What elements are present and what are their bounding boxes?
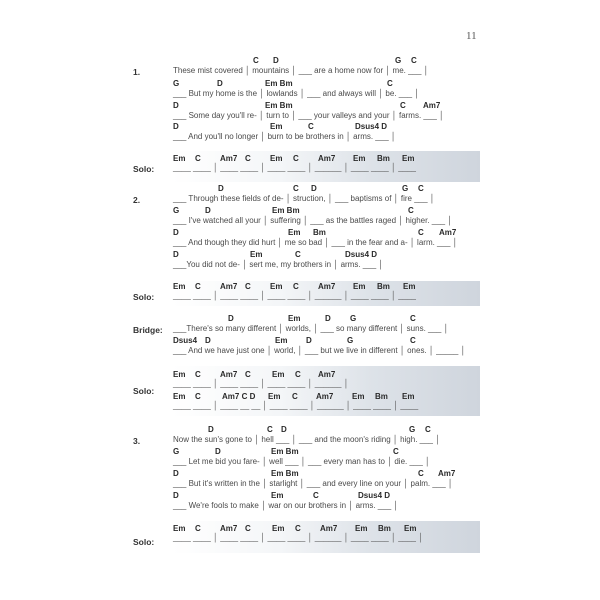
lyric-line: ___ But my home is the │ lowlands │ ___ and always will │ be. ___ │: [173, 89, 420, 98]
chord-symbol: Am7: [318, 282, 336, 291]
chord-symbol: G: [402, 184, 409, 193]
page-number: 11: [466, 30, 477, 42]
chord-symbol: Bm: [377, 154, 390, 163]
chord-symbol: Em: [173, 282, 186, 291]
chord-symbol: Em: [288, 314, 301, 323]
chord-symbol: G: [409, 425, 416, 434]
chord-symbol: Em Bm: [272, 206, 300, 215]
chord-symbol: Em: [403, 282, 416, 291]
chord-symbol: D: [173, 491, 179, 500]
solo-bar-line: ____ ____ │ ____ ____ │ ____ ____ │ ______ │ ____ ____ │ ____ │: [173, 533, 424, 542]
chord-symbol: C: [425, 425, 431, 434]
chord-symbol: C: [195, 524, 201, 533]
chord-symbol: G: [173, 206, 180, 215]
chord-symbol: G: [173, 447, 180, 456]
chord-symbol: C: [195, 370, 201, 379]
chord-symbol: Dsus4: [173, 336, 198, 345]
chord-symbol: Am7: [439, 228, 457, 237]
chord-symbol: D: [273, 56, 279, 65]
chord-symbol: C: [295, 524, 301, 533]
chord-symbol: D: [311, 184, 317, 193]
chord-symbol: Em: [404, 524, 417, 533]
chord-symbol: D: [306, 336, 312, 345]
chord-symbol: Am7: [220, 282, 238, 291]
chord-symbol: Em: [353, 282, 366, 291]
lyric-line: ___ Some day you'll re- │ turn to │ ___ your valleys and your │ farms. ___ │: [173, 111, 444, 120]
chord-symbol: Em: [250, 250, 263, 259]
chord-symbol: C: [408, 206, 414, 215]
lyric-line: ___There's so many different │ worlds, │ ___ so many different │ suns. ___ │: [173, 324, 449, 333]
chord-symbol: C: [267, 425, 273, 434]
lyric-line: ___You did not de- │ sert me, my brothers in │ arms. ___ │: [173, 260, 384, 269]
chord-symbol: Em Bm: [271, 469, 299, 478]
solo-label: Solo:: [133, 164, 155, 174]
chord-symbol: Em Bm: [265, 101, 293, 110]
chord-symbol: D: [215, 447, 221, 456]
chord-symbol: C: [410, 314, 416, 323]
lyric-line: ___ We're fools to make │ war on our brothers in │ arms. ___ │: [173, 501, 399, 510]
chord-symbol: Am7: [220, 154, 238, 163]
chord-symbol: D: [173, 101, 179, 110]
chord-symbol: C: [418, 184, 424, 193]
chord-symbol: D: [218, 184, 224, 193]
chord-symbol: C: [410, 336, 416, 345]
lyric-line: ___ And you'll no longer │ burn to be brothers in │ arms. ___ │: [173, 132, 396, 141]
solo-label: Solo:: [133, 537, 155, 547]
chord-symbol: Am7: [220, 524, 238, 533]
chord-symbol: Em: [270, 122, 283, 131]
chord-symbol: C: [245, 524, 251, 533]
chord-symbol: Am7: [320, 524, 338, 533]
chord-symbol: C: [195, 392, 201, 401]
bridge-label: Bridge:: [133, 325, 163, 335]
chord-symbol: Em: [270, 154, 283, 163]
chord-symbol: C: [253, 56, 259, 65]
chord-symbol: Em: [173, 392, 186, 401]
chord-symbol: Bm: [378, 524, 391, 533]
solo-bar-line: ____ ____ │ ____ ____ │ ____ ____ │ ______ │ ____ ____ │ ____: [173, 291, 416, 300]
chord-symbol: Em: [272, 524, 285, 533]
chord-symbol: Em: [352, 392, 365, 401]
chord-symbol: D: [173, 469, 179, 478]
chord-symbol: C: [313, 491, 319, 500]
chord-symbol: C: [418, 469, 424, 478]
solo-bar-line: ____ ____ │ ____ __ __ │ ____ ____ │ ______ │ ____ ____ │ ____: [173, 401, 419, 410]
chord-symbol: D: [173, 250, 179, 259]
chord-symbol: Em: [173, 524, 186, 533]
lyric-line: ___ But it's written in the │ starlight │ ___ and every line on your │ palm. ___ │: [173, 479, 453, 488]
chord-symbol: C: [400, 101, 406, 110]
lyric-line: ___ And we have just one │ world, │ ___ but we live in different │ ones. │ _____ │: [173, 346, 466, 355]
lyric-line: These mist covered │ mountains │ ___ are a home now for │ me. ___ │: [173, 66, 429, 75]
chord-symbol: Em: [355, 524, 368, 533]
chord-symbol: Bm: [375, 392, 388, 401]
chord-symbol: G: [395, 56, 402, 65]
chord-symbol: C: [393, 447, 399, 456]
chord-symbol: Em: [173, 154, 186, 163]
chord-symbol: C: [195, 282, 201, 291]
chord-symbol: G: [347, 336, 354, 345]
chord-symbol: C: [387, 79, 393, 88]
chord-symbol: Em: [402, 392, 415, 401]
chord-symbol: D: [325, 314, 331, 323]
chord-symbol: C: [293, 184, 299, 193]
chord-symbol: C: [245, 282, 251, 291]
chord-symbol: Em Bm: [271, 447, 299, 456]
chord-symbol: C: [293, 282, 299, 291]
chord-symbol: Dsus4 D: [355, 122, 388, 131]
chord-symbol: C: [295, 250, 301, 259]
chord-symbol: D: [173, 122, 179, 131]
chord-symbol: D: [173, 228, 179, 237]
lyric-line: Now the sun's gone to │ hell ___ │ ___ and the moon's riding │ high. ___ │: [173, 435, 441, 444]
verse-1-label: 1.: [133, 67, 141, 77]
chord-symbol: Am7: [220, 370, 238, 379]
chord-symbol: C: [411, 56, 417, 65]
lyric-line: ___ Through these fields of de- │ struction, │ ___ baptisms of │ fire ___ │: [173, 194, 435, 203]
chord-symbol: C: [295, 370, 301, 379]
chord-symbol: Em: [173, 370, 186, 379]
chord-symbol: Am7 C D: [222, 392, 256, 401]
solo-bar-line: ____ ____ │ ____ ____ │ ____ ____ │ ______ │: [173, 379, 349, 388]
chord-symbol: C: [292, 392, 298, 401]
chord-symbol: C: [195, 154, 201, 163]
lyric-line: ___ I've watched all your │ suffering │ ___ as the battles raged │ higher. ___ │: [173, 216, 453, 225]
chord-symbol: C: [308, 122, 314, 131]
chord-symbol: D: [208, 425, 214, 434]
chord-symbol: Em: [353, 154, 366, 163]
chord-symbol: Em: [268, 392, 281, 401]
verse-2-label: 2.: [133, 195, 141, 205]
chord-symbol: G: [350, 314, 357, 323]
chord-symbol: Em: [288, 228, 301, 237]
chord-symbol: Am7: [438, 469, 456, 478]
chord-symbol: C: [293, 154, 299, 163]
chord-symbol: C: [418, 228, 424, 237]
chord-symbol: D: [281, 425, 287, 434]
chord-symbol: D: [217, 79, 223, 88]
chord-symbol: Em: [271, 491, 284, 500]
chord-symbol: C: [245, 370, 251, 379]
lyric-line: ___ And though they did hurt │ me so bad │ ___ in the fear and a- │ larm. ___ │: [173, 238, 458, 247]
solo-label: Solo:: [133, 386, 155, 396]
verse-3-label: 3.: [133, 436, 141, 446]
chord-symbol: Dsus4 D: [345, 250, 378, 259]
solo-bar-line: ____ ____ │ ____ ____ │ ____ ____ │ ______ │ ____ ____ │ ____: [173, 163, 416, 172]
chord-symbol: Am7: [316, 392, 334, 401]
lyric-line: ___ Let me bid you fare- │ well ___ │ ___ every man has to │ die. ___ │: [173, 457, 431, 466]
chord-symbol: Bm: [313, 228, 326, 237]
chord-symbol: Em: [275, 336, 288, 345]
chord-symbol: Em: [272, 370, 285, 379]
chord-symbol: Am7: [318, 370, 336, 379]
chord-symbol: D: [205, 336, 211, 345]
chord-symbol: G: [173, 79, 180, 88]
chord-symbol: D: [228, 314, 234, 323]
chord-symbol: Em: [270, 282, 283, 291]
solo-label: Solo:: [133, 292, 155, 302]
chord-symbol: Bm: [377, 282, 390, 291]
chord-symbol: Em: [402, 154, 415, 163]
chord-symbol: Em Bm: [265, 79, 293, 88]
chord-symbol: D: [205, 206, 211, 215]
chord-symbol: C: [245, 154, 251, 163]
chord-symbol: Am7: [423, 101, 441, 110]
chord-symbol: Am7: [318, 154, 336, 163]
chord-symbol: Dsus4 D: [358, 491, 391, 500]
